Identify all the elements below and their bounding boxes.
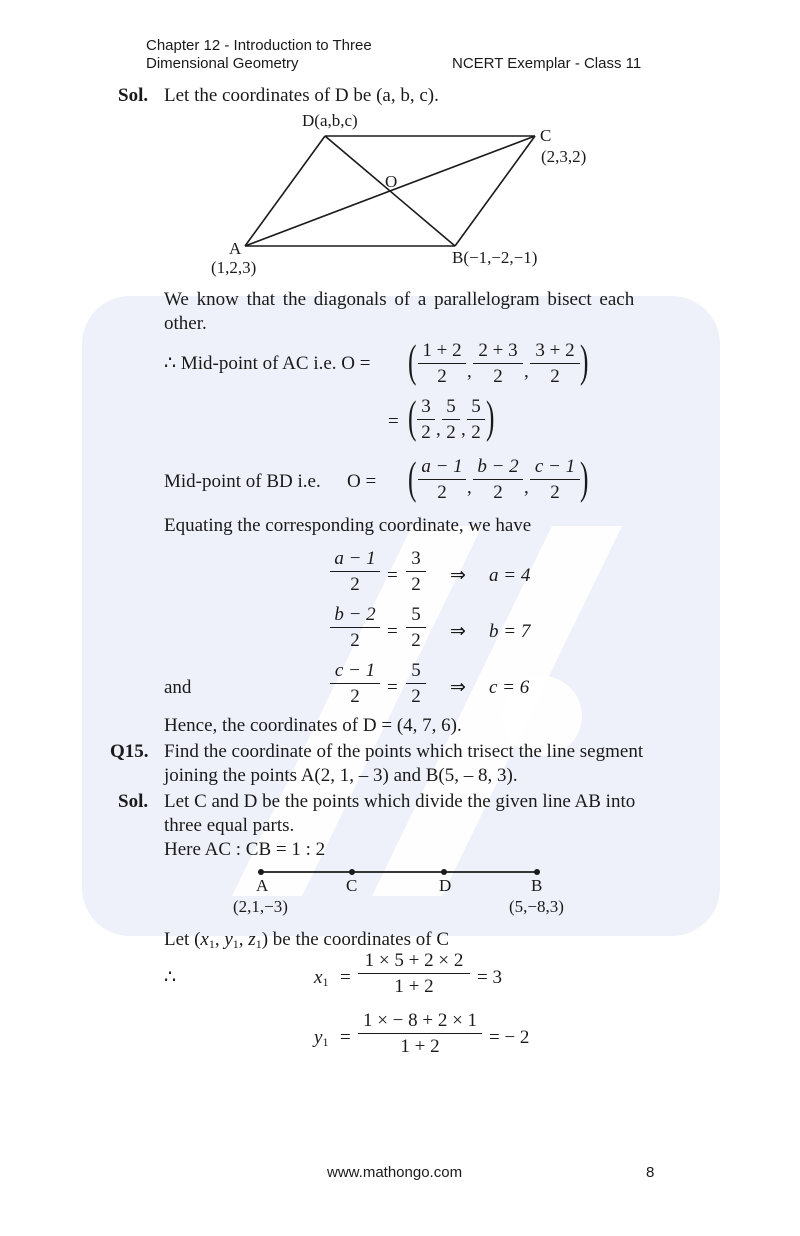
segment-a-label: A <box>256 876 269 895</box>
x1-fraction <box>358 950 470 998</box>
denominator: 2 <box>446 422 456 443</box>
denominator: 2 <box>411 630 421 651</box>
denominator: 1 + 2 <box>394 976 434 997</box>
denominator: 2 <box>350 574 360 595</box>
open-paren: ( <box>408 391 417 442</box>
vertex-a-coord: (1,2,3) <box>211 258 257 277</box>
eq2-result: b = 7 <box>489 621 531 642</box>
equating-text: Equating the corresponding coordinate, we have <box>164 515 532 536</box>
numerator: 3 <box>406 548 426 572</box>
close-paren: ) <box>580 335 589 386</box>
numerator: 1 + 2 <box>418 340 466 364</box>
midpoint-bd-o: O = <box>347 471 377 492</box>
comma: , <box>461 419 466 440</box>
comma: , <box>524 361 529 382</box>
equals-sign: = <box>387 677 398 698</box>
eq1-lhs-fraction <box>330 548 380 596</box>
center-o-label: O <box>385 172 398 191</box>
numerator: b − 2 <box>330 604 380 628</box>
numerator: 3 <box>417 396 435 420</box>
side-cb <box>455 136 535 246</box>
numerator: 1 × − 8 + 2 × 1 <box>358 1010 482 1034</box>
vertex-c-label: C <box>540 126 552 145</box>
segment-d-label: D <box>439 876 452 895</box>
simplified-z-fraction <box>467 396 485 444</box>
midpoint-bd-label: Mid-point of BD i.e. <box>164 471 321 492</box>
header-chapter-line1: Chapter 12 - Introduction to Three <box>146 37 372 54</box>
sol-label: Sol. <box>118 791 149 812</box>
numerator: 5 <box>406 604 426 628</box>
comma: , <box>467 361 472 382</box>
implies-symbol: ⇒ <box>450 565 466 586</box>
segment-b-coord: (5,−8,3) <box>509 897 564 916</box>
vertex-c-coord: (2,3,2) <box>541 147 587 166</box>
and-word: and <box>164 677 192 698</box>
open-paren: ( <box>408 335 417 386</box>
eq1-result: a = 4 <box>489 565 531 586</box>
ratio-text: Here AC : CB = 1 : 2 <box>164 839 326 860</box>
close-paren: ) <box>486 391 495 442</box>
equals-sign: = <box>340 1027 351 1048</box>
let-suffix: ) be the coordinates of C <box>261 929 449 950</box>
question-line1: Find the coordinate of the points which trisect the line segment <box>164 741 644 762</box>
sol-intro: Let the coordinates of D be (a, b, c). <box>164 85 439 106</box>
numerator: 5 <box>406 660 426 684</box>
numerator: c − 1 <box>530 456 580 480</box>
let-prefix: Let ( <box>164 929 201 950</box>
point-a <box>258 869 264 875</box>
sol-label: Sol. <box>118 85 149 106</box>
let-coordinates-text: Let ($x_1$, $y_1$, $z_1$) be the coordinates of C <box>164 929 449 951</box>
eq3-rhs-fraction <box>406 660 426 708</box>
numerator: 2 + 3 <box>473 340 523 364</box>
eq1-rhs-fraction <box>406 548 426 596</box>
comma: , <box>436 419 441 440</box>
vertex-b-label: B(−1,−2,−1) <box>452 248 538 267</box>
y1-fraction <box>358 1010 482 1058</box>
diagonals-text-line1: We know that the diagonals of a parallelogram bisect each <box>164 289 635 310</box>
denominator: 2 <box>437 482 447 503</box>
segment-diagram <box>250 864 550 880</box>
denominator: 2 <box>350 630 360 651</box>
mid-bd-x-fraction <box>418 456 466 504</box>
question-label: Q15. <box>110 741 149 762</box>
sol2-line2: three equal parts. <box>164 815 295 836</box>
mid-bd-y-fraction <box>473 456 523 504</box>
equals-sign: = <box>387 621 398 642</box>
mid-ac-z-fraction <box>530 340 580 388</box>
y1-symbol: $y_1$ <box>314 1027 329 1049</box>
equals-sign: = <box>388 411 399 432</box>
side-ad <box>245 136 325 246</box>
numerator: a − 1 <box>418 456 466 480</box>
denominator: 2 <box>350 686 360 707</box>
eq3-result: c = 6 <box>489 677 530 698</box>
equals-sign: = <box>340 967 351 988</box>
numerator: c − 1 <box>330 660 380 684</box>
denominator: 2 <box>411 574 421 595</box>
point-c <box>349 869 355 875</box>
denominator: 2 <box>493 366 503 387</box>
numerator: 3 + 2 <box>530 340 580 364</box>
diagonals-text-line2: other. <box>164 313 207 334</box>
header-chapter-line2: Dimensional Geometry <box>146 55 299 72</box>
denominator: 2 <box>471 422 481 443</box>
y1-result: = − 2 <box>489 1027 530 1048</box>
hence-text: Hence, the coordinates of D = (4, 7, 6). <box>164 715 462 736</box>
numerator: a − 1 <box>330 548 380 572</box>
denominator: 2 <box>437 366 447 387</box>
mid-ac-y-fraction <box>473 340 523 388</box>
therefore-symbol: ∴ <box>164 967 177 988</box>
segment-b-label: B <box>531 876 543 895</box>
mid-ac-x-fraction <box>418 340 466 388</box>
open-paren: ( <box>408 452 417 503</box>
midpoint-ac-label: ∴ Mid-point of AC i.e. O = <box>164 353 371 374</box>
point-b <box>534 869 540 875</box>
sol2-line1: Let C and D be the points which divide the given line AB into <box>164 791 636 812</box>
numerator: 1 × 5 + 2 × 2 <box>358 950 470 974</box>
denominator: 2 <box>411 686 421 707</box>
eq3-lhs-fraction <box>330 660 380 708</box>
numerator: b − 2 <box>473 456 523 480</box>
numerator: 5 <box>442 396 460 420</box>
simplified-x-fraction <box>417 396 435 444</box>
point-d <box>441 869 447 875</box>
numerator: 5 <box>467 396 485 420</box>
equals-sign: = <box>387 565 398 586</box>
denominator: 2 <box>550 366 560 387</box>
close-paren: ) <box>580 452 589 503</box>
mid-bd-z-fraction <box>530 456 580 504</box>
question-line2: joining the points A(2, 1, – 3) and B(5, – 8, 3). <box>164 765 518 786</box>
segment-a-coord: (2,1,−3) <box>233 897 288 916</box>
vertex-a-label: A <box>229 239 242 258</box>
footer-site: www.mathongo.com <box>327 1164 463 1181</box>
x1-symbol: $x_1$ <box>314 967 329 989</box>
implies-symbol: ⇒ <box>450 621 466 642</box>
eq2-lhs-fraction <box>330 604 380 652</box>
segment-c-label: C <box>346 876 358 895</box>
denominator: 2 <box>421 422 431 443</box>
page-number: 8 <box>646 1164 655 1181</box>
header-book: NCERT Exemplar - Class 11 <box>452 55 642 72</box>
x1-result: = 3 <box>477 967 502 988</box>
simplified-y-fraction <box>442 396 460 444</box>
parallelogram-diagram <box>200 108 620 278</box>
denominator: 2 <box>550 482 560 503</box>
comma: , <box>524 477 529 498</box>
implies-symbol: ⇒ <box>450 677 466 698</box>
denominator: 2 <box>493 482 503 503</box>
comma: , <box>467 477 472 498</box>
vertex-d-label: D(a,b,c) <box>302 111 358 130</box>
eq2-rhs-fraction <box>406 604 426 652</box>
denominator: 1 + 2 <box>400 1036 440 1057</box>
